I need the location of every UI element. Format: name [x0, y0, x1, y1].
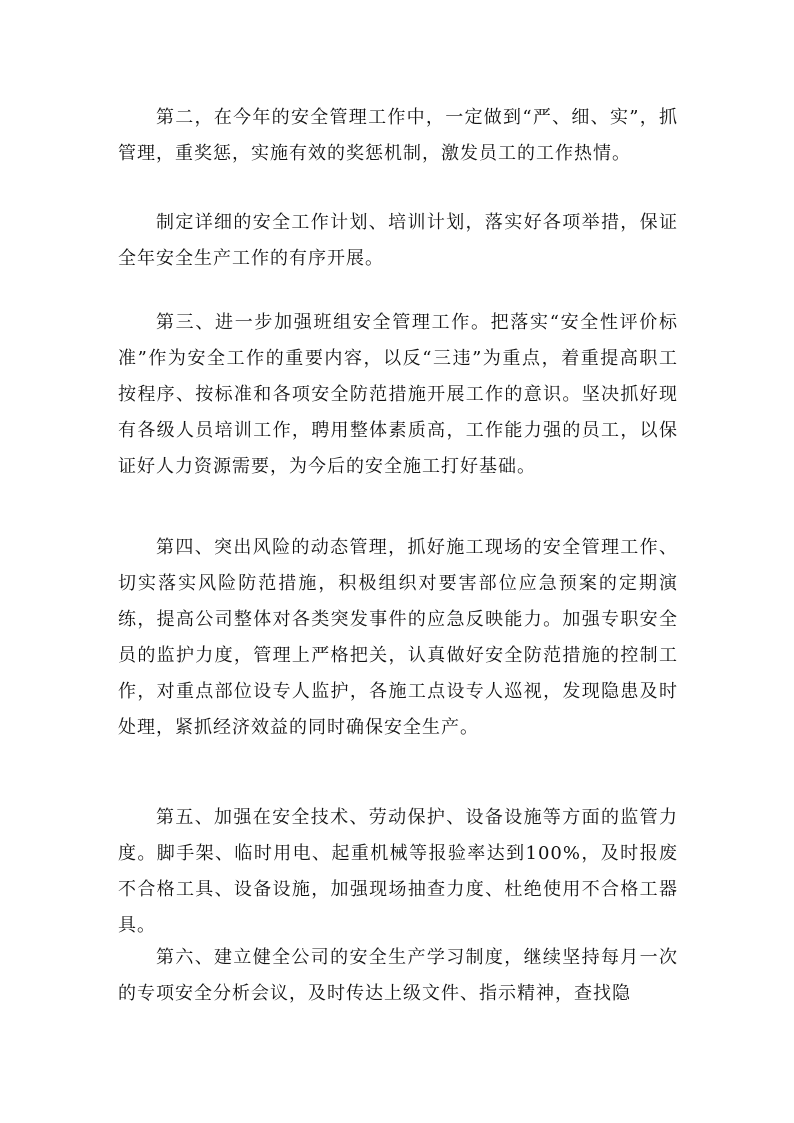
paragraph-sixth-point: 第六、建立健全公司的安全生产学习制度，继续坚持每月一次的专项安全分析会议，及时传达上级文件、指示精神，查找隐 [118, 947, 678, 1004]
paragraph-third-point: 第三、进一步加强班组安全管理工作。把落实“安全性评价标准”作为安全工作的重要内容，以反“三违”为重点，着重提高职工按程序、按标准和各项安全防范措施开展工作的意识。坚决抓好现有各级人员培训工作，聘用整体素质高，工作能力强的员工，以保证好人力资源需要，为今后的安全施工打好基础。 [118, 312, 678, 477]
paragraph-fourth-point: 第四、突出风险的动态管理，抓好施工现场的安全管理工作、切实落实风险防范措施，积极组织对要害部位应急预案的定期演练，提高公司整体对各类突发事件的应急反映能力。加强专职安全员的监护力度，管理上严格把关，认真做好安全防范措施的控制工作，对重点部位设专人监护，各施工点设专人巡视，发现隐患及时处理，紧抓经济效益的同时确保安全生产。 [118, 537, 678, 738]
paragraph-safety-plan: 制定详细的安全工作计划、培训计划，落实好各项举措，保证全年安全生产工作的有序开展。 [118, 212, 678, 269]
paragraph-second-point: 第二，在今年的安全管理工作中，一定做到“严、细、实”，抓管理，重奖惩，实施有效的奖惩机制，激发员工的工作热情。 [118, 107, 678, 164]
paragraph-fifth-point: 第五、加强在安全技术、劳动保护、设备设施等方面的监管力度。脚手架、临时用电、起重机械等报验率达到100%，及时报废不合格工具、设备设施，加强现场抽查力度、杜绝使用不合格工器具。 [118, 807, 678, 936]
